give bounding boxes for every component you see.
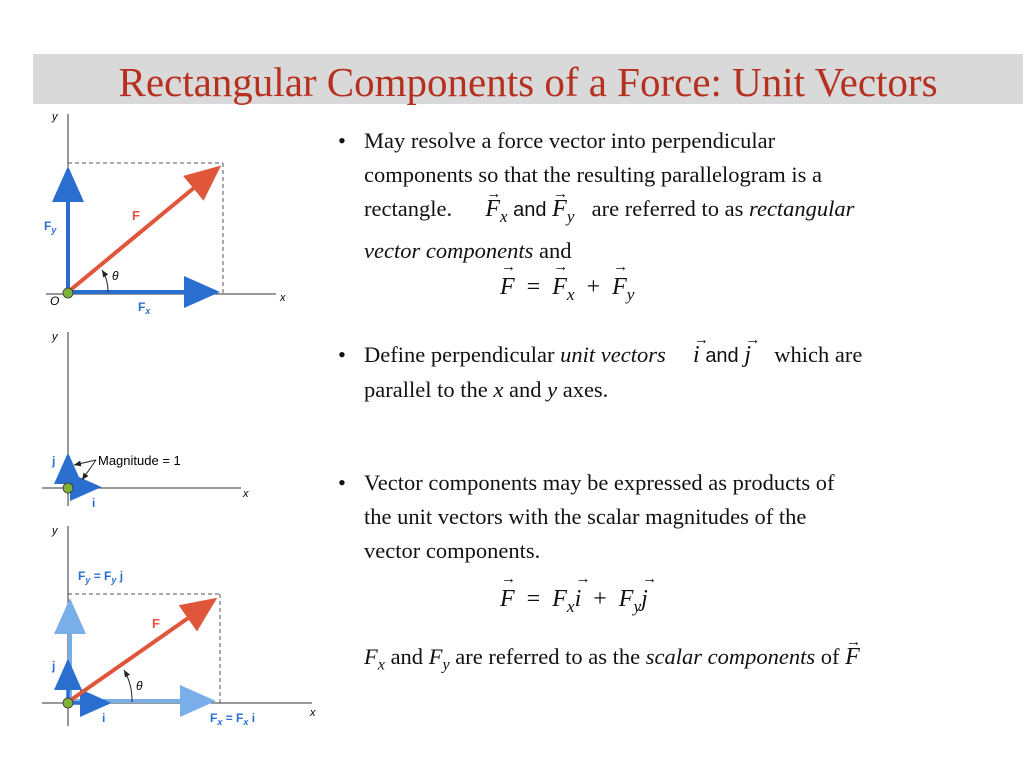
figure-vector-components-unit — [36, 516, 316, 736]
figure-unit-vectors — [36, 324, 300, 514]
angle-label: θ — [136, 679, 143, 693]
bullet-rectangular-components — [338, 124, 978, 268]
force-label: F — [132, 208, 140, 223]
angle-arc — [124, 670, 132, 702]
x-axis-label: x — [280, 292, 286, 304]
b3-line2: the unit vectors with the scalar magnitudes of the — [364, 504, 807, 529]
j-label: j — [52, 659, 56, 673]
origin-dot — [63, 483, 73, 493]
bullet-dot: • — [338, 128, 346, 153]
scalar-components-note: $F_x$ and $F_y$ are referred to as the scalar components of → F — [338, 640, 978, 682]
b1-line2: components so that the resulting parallelogram is a — [364, 162, 823, 187]
origin-dot — [63, 288, 73, 298]
y-axis-label: y — [52, 525, 58, 537]
b1-line1: May resolve a force vector into perpendicular — [364, 128, 776, 153]
fx-label: F — [138, 300, 146, 314]
origin-label: O — [50, 294, 60, 308]
svg-text:Fx = Fx i: $F_x = F_x$ i — [210, 711, 256, 727]
fy-sub: y — [51, 225, 57, 235]
origin-dot — [63, 698, 73, 708]
y-axis-label: y — [52, 331, 58, 343]
fx-eq-label: F — [210, 711, 218, 725]
bullet-dot: • — [338, 470, 346, 495]
svg-text:Fx — [138, 300, 151, 316]
fy-label: F — [44, 219, 52, 233]
bullet-dot: • — [338, 342, 346, 367]
b3-line1: Vector components may be expressed as products of — [364, 470, 835, 495]
title-bar — [33, 54, 1023, 104]
i-label: i — [92, 496, 96, 510]
j-label: j — [52, 454, 56, 468]
slide-title: Rectangular Components of a Force: Unit Vectors — [118, 59, 938, 105]
angle-arc — [102, 270, 108, 292]
b3-line3: vector components. — [364, 538, 541, 563]
x-axis-label: x — [310, 707, 316, 719]
y-axis-label: y — [52, 111, 58, 123]
force-arrow — [68, 168, 218, 292]
x-axis-label: x — [243, 488, 249, 500]
angle-label: θ — [112, 269, 119, 283]
equation-vector-sum: → F = → $F_x$ + → $F_y$ — [500, 274, 634, 305]
fy-eq-label: F — [78, 569, 86, 583]
magnitude-label: Magnitude = 1 — [98, 453, 181, 468]
b2-line1: Define perpendicular unit vectors → i and → j which are — [364, 338, 978, 373]
b1-line4: vector components and — [364, 237, 572, 263]
b2-line2: parallel to the x and y axes. — [364, 377, 609, 402]
bullet-unit-vectors — [338, 338, 978, 407]
fx-sub: x — [145, 306, 151, 316]
force-label: F — [152, 616, 160, 631]
bullet-vector-products — [338, 466, 978, 568]
equation-unit-vector-form: → $F = F_x\to i + F_y\to j$ — [500, 586, 648, 617]
i-label: i — [102, 711, 106, 725]
b1-line3: rectangle. → $F_x$ and → $F_y$ are referred to as rectangular — [364, 192, 978, 234]
svg-text:Fy = Fy j: $F_y = F_y$ j — [78, 569, 124, 585]
figure-rectangular-components — [36, 106, 300, 320]
svg-text:Fy — [44, 219, 57, 235]
